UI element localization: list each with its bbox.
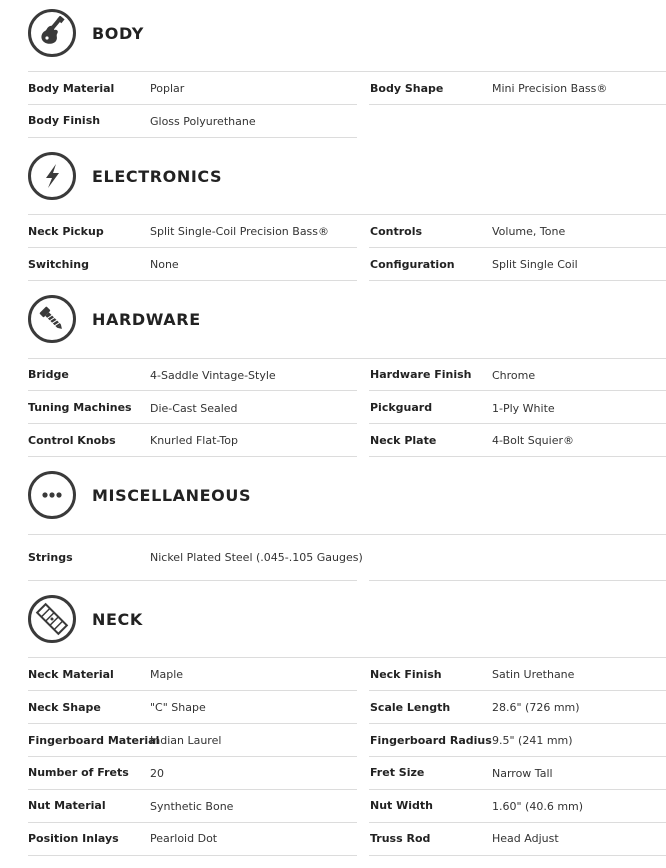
spec-label-bridge: Bridge [28, 368, 69, 381]
divider [28, 690, 357, 691]
spec-label-truss-rod: Truss Rod [370, 832, 431, 845]
divider [28, 104, 357, 105]
spec-label-hardware-finish: Hardware Finish [370, 368, 472, 381]
spec-label-neck-plate: Neck Plate [370, 434, 437, 447]
divider [28, 534, 666, 535]
section-header-electronics [28, 151, 222, 201]
spec-value-fingerboard-material: Indian Laurel [150, 734, 222, 747]
spec-label-pickguard: Pickguard [370, 401, 433, 414]
spec-label-body-shape: Body Shape [370, 82, 444, 95]
spec-label-configuration: Configuration [370, 258, 455, 271]
spec-label-tuning-machines: Tuning Machines [28, 401, 132, 414]
section-title-body: BODY [92, 23, 144, 43]
spec-label-body-finish: Body Finish [28, 114, 101, 127]
divider [369, 280, 666, 281]
divider [369, 690, 666, 691]
divider [28, 358, 666, 359]
spec-value-switching: None [150, 258, 179, 271]
spec-value-neck-material: Maple [150, 668, 184, 681]
lightning-bolt-icon [28, 152, 76, 200]
divider [28, 214, 666, 215]
spec-value-tuning-machines: Die-Cast Sealed [150, 402, 238, 415]
spec-label-position-inlays: Position Inlays [28, 832, 119, 845]
divider [28, 247, 357, 248]
divider [369, 423, 666, 424]
spec-label-nut-width: Nut Width [370, 799, 433, 812]
divider [28, 137, 357, 138]
section-header-body [28, 8, 144, 58]
spec-label-fret-size: Fret Size [370, 766, 425, 779]
section-title-neck: NECK [92, 609, 143, 629]
spec-label-strings: Strings [28, 551, 73, 564]
spec-label-nut-material: Nut Material [28, 799, 106, 812]
spec-value-controls: Volume, Tone [492, 225, 566, 238]
spec-value-neck-plate: 4-Bolt Squier® [492, 434, 575, 447]
spec-label-switching: Switching [28, 258, 89, 271]
spec-label-body-material: Body Material [28, 82, 115, 95]
divider [369, 756, 666, 757]
divider [28, 580, 357, 581]
divider [28, 71, 666, 72]
divider [369, 390, 666, 391]
spec-label-control-knobs: Control Knobs [28, 434, 116, 447]
spec-value-pickguard: 1-Ply White [492, 402, 555, 415]
spec-value-control-knobs: Knurled Flat-Top [150, 434, 238, 447]
screw-icon [28, 295, 76, 343]
spec-value-body-finish: Gloss Polyurethane [150, 115, 256, 128]
spec-value-configuration: Split Single Coil [492, 258, 578, 271]
section-title-miscellaneous: MISCELLANEOUS [92, 485, 252, 505]
spec-value-neck-finish: Satin Urethane [492, 668, 575, 681]
ellipsis-icon [28, 471, 76, 519]
divider [28, 723, 357, 724]
spec-label-fingerboard-material: Fingerboard Material [28, 734, 160, 747]
section-header-neck [28, 594, 143, 644]
divider [28, 423, 357, 424]
spec-value-body-shape: Mini Precision Bass® [492, 82, 608, 95]
divider [28, 822, 357, 823]
divider [28, 280, 357, 281]
spec-label-fingerboard-radius: Fingerboard Radius [370, 734, 492, 747]
divider [28, 657, 666, 658]
guitar-body-icon [28, 9, 76, 57]
section-header-hardware [28, 294, 201, 344]
divider [28, 855, 357, 856]
spec-value-body-material: Poplar [150, 82, 185, 95]
spec-value-nut-material: Synthetic Bone [150, 800, 234, 813]
divider [369, 580, 666, 581]
spec-value-hardware-finish: Chrome [492, 369, 536, 382]
spec-value-neck-shape: "C" Shape [150, 701, 206, 714]
spec-label-scale-length: Scale Length [370, 701, 451, 714]
divider [369, 456, 666, 457]
divider [369, 855, 666, 856]
spec-value-truss-rod: Head Adjust [492, 832, 559, 845]
section-header-miscellaneous [28, 470, 251, 520]
guitar-neck-icon [28, 595, 76, 643]
spec-label-controls: Controls [370, 225, 423, 238]
section-title-hardware: HARDWARE [92, 309, 201, 329]
divider [28, 789, 357, 790]
spec-label-neck-shape: Neck Shape [28, 701, 101, 714]
spec-value-nut-width: 1.60" (40.6 mm) [492, 800, 584, 813]
divider [369, 822, 666, 823]
section-title-electronics: ELECTRONICS [92, 166, 223, 186]
divider [369, 723, 666, 724]
spec-label-neck-material: Neck Material [28, 668, 114, 681]
spec-value-scale-length: 28.6" (726 mm) [492, 701, 580, 714]
spec-value-fret-size: Narrow Tall [492, 767, 553, 780]
divider [369, 789, 666, 790]
spec-value-bridge: 4-Saddle Vintage-Style [150, 369, 276, 382]
spec-value-strings: Nickel Plated Steel (.045-.105 Gauges) [150, 551, 363, 564]
spec-label-neck-pickup: Neck Pickup [28, 225, 104, 238]
spec-value-position-inlays: Pearloid Dot [150, 832, 218, 845]
spec-value-number-of-frets: 20 [150, 767, 164, 780]
spec-value-neck-pickup: Split Single-Coil Precision Bass® [150, 225, 330, 238]
divider [28, 456, 357, 457]
spec-label-number-of-frets: Number of Frets [28, 766, 129, 779]
divider [369, 247, 666, 248]
divider [28, 390, 357, 391]
spec-value-fingerboard-radius: 9.5" (241 mm) [492, 734, 573, 747]
divider [369, 104, 666, 105]
spec-label-neck-finish: Neck Finish [370, 668, 442, 681]
divider [28, 756, 357, 757]
